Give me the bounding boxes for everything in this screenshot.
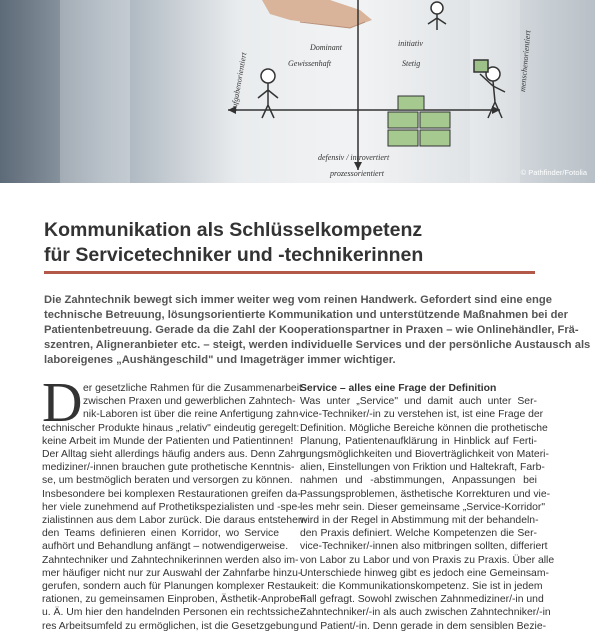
hero-word-prozess: prozessorientiert xyxy=(330,169,384,178)
title-divider xyxy=(44,271,535,274)
body-line: Insbesondere bei komplexen Restaurationen greifen da- xyxy=(42,488,301,500)
section-heading: Service – alles eine Frage der Definition xyxy=(300,383,497,394)
body-line: rationen, zu gemeinsamen Einproben, Ästhetik-Anproben xyxy=(42,594,306,606)
lead-line: Die Zahntechnik bewegt sich immer weiter weg vom reinen Handwerk. Gefordert sind eine enge xyxy=(44,294,552,306)
hero-illustration xyxy=(0,0,595,183)
body-line: keit: die Kommunikationskompetenz. Sie ist in jedem xyxy=(300,581,543,593)
body-line: von Labor zu Labor und von Praxis zu Praxis. Über alle xyxy=(300,554,555,566)
drop-cap: D xyxy=(42,372,83,434)
green-blocks-icon xyxy=(388,96,450,146)
body-column-right xyxy=(300,382,555,633)
body-line: gungsmöglichkeiten und Bioverträglichkeit von Materi- xyxy=(300,449,549,461)
title-line: Kommunikation als Schlüsselkompetenz xyxy=(44,219,423,241)
lead-line: szentren, Aligneranbieter etc. – steigt, werden individuelle Services und der persönliche Austausch als xyxy=(44,339,591,351)
hero-word-initiativ: initiativ xyxy=(398,39,423,48)
body-line: aufhört und Behandlung anfängt – notwendigerweise. xyxy=(42,541,289,553)
hero-word-defensiv: defensiv / introvertiert xyxy=(318,153,390,162)
body-line: wird in der Regel in Abstimmung mit der behandeln- xyxy=(300,515,539,527)
body-line: Planung, Patientenaufklärung in Hinblick auf Ferti- xyxy=(300,435,537,447)
body-line: Fall gefragt. Sowohl zwischen Zahnmediziner/-in und xyxy=(300,594,544,606)
body-line: und Patient/-in. Denn gerade in dem sensiblen Bezie- xyxy=(300,620,547,632)
image-credit: © Pathfinder/Fotolia xyxy=(520,168,587,177)
hero-image xyxy=(0,0,595,183)
body-line: u. Ä. Um hier den handelnden Personen ein rechtssiche- xyxy=(42,607,304,619)
body-line: her viele zunehmend auf Prothetikspezialisten und -spe- xyxy=(42,501,301,513)
body-line: den Praxis definiert. Welche Kompetenzen die Ser- xyxy=(300,528,537,540)
body-line: Der Alltag sieht allerdings häufig anders aus. Denn Zahn- xyxy=(42,449,306,461)
hero-word-gewissenhaft: Gewissenhaft xyxy=(288,59,332,68)
lead-line: Patientenbetreuung. Gerade da die Zahl der Kooperationspartner in Praxen – wie Onlinehändler, Frä- xyxy=(44,324,579,336)
body-line: Passungsproblemen, ästhetische Korrekturen und vie- xyxy=(300,488,551,500)
body-line: res Arbeitsumfeld zu ermöglichen, ist die Gesetzgebung xyxy=(42,620,300,632)
body-line: zialistinnen aus dem Labor zurück. Die daraus entstehen- xyxy=(42,515,308,527)
body-line: er gesetzliche Rahmen für die Zusammenarbeit xyxy=(83,383,302,394)
lead-line: laboreigenes „Aushängeschild" und Imageträger immer wichtiger. xyxy=(44,354,396,366)
body-line: nik-Laboren ist über die reine Anfertigung zahn- xyxy=(83,409,302,421)
body-line: Zahntechniker/-in als auch zwischen Zahntechniker/-in xyxy=(300,607,551,619)
hero-word-dominant: Dominant xyxy=(310,43,342,52)
body-line: technischer Produkte hinaus „relativ" eindeutig geregelt: xyxy=(42,422,300,434)
title-line: für Servicetechniker und -technikerinnen xyxy=(44,244,424,266)
body-line: se, um bestmöglich beraten und versorgen zu können. xyxy=(42,475,293,487)
body-line: Zahntechniker und Zahntechnikerinnen werden also im- xyxy=(42,554,299,566)
hero-word-aufgabenorientiert: aufgabenorientiert xyxy=(229,51,249,113)
hero-word-menschenorientiert: menschenorientiert xyxy=(518,29,533,93)
body-column-left xyxy=(42,372,308,633)
lead-paragraph xyxy=(44,293,591,368)
body-line: mer häufiger nicht nur zur Auswahl der Zahnfarbe hinzu- xyxy=(42,567,302,579)
hero-word-stetig: Stetig xyxy=(402,59,421,68)
body-line: nahmen und -abstimmungen, Anpassungen bei xyxy=(300,475,537,487)
body-line: zwischen Praxen und gewerblichen Zahntech- xyxy=(83,396,296,408)
body-line: den Teams definieren einen Korridor, wo Service xyxy=(42,528,279,540)
article-title xyxy=(44,218,554,268)
body-line: alien, Einstellungen von Friktion und Haltekraft, Farb- xyxy=(300,462,545,474)
body-line: Was unter „Service" und damit auch unter Ser- xyxy=(300,396,537,408)
body-line: vice-Techniker/-in zu verstehen ist, ist eine Frage der xyxy=(300,409,544,421)
body-line: vice-Techniker/-innen also mitbringen sollten, differiert xyxy=(300,541,548,553)
stick-figure-top-icon xyxy=(428,2,446,30)
body-line: gerufen, sondern auch für Planungen komplexer Restau- xyxy=(42,581,304,593)
body-line: keine Arbeit im Munde der Patienten und Patientinnen! xyxy=(42,435,294,447)
body-line: mediziner/-innen brauchen gute prothetische Kenntnis- xyxy=(42,462,295,474)
body-line: Definition. Mögliche Bereiche können die prothetische xyxy=(300,422,548,434)
lead-line: technische Betreuung, lösungsorientierte Kommunikation und unterstützende Maßnahmen bei der xyxy=(44,309,569,321)
body-line: les mehr sein. Dieser gemeinsame „Service-Korridor" xyxy=(300,501,546,513)
body-line: Unterschiede hinweg gibt es jedoch eine Gemeinsam- xyxy=(300,567,549,579)
